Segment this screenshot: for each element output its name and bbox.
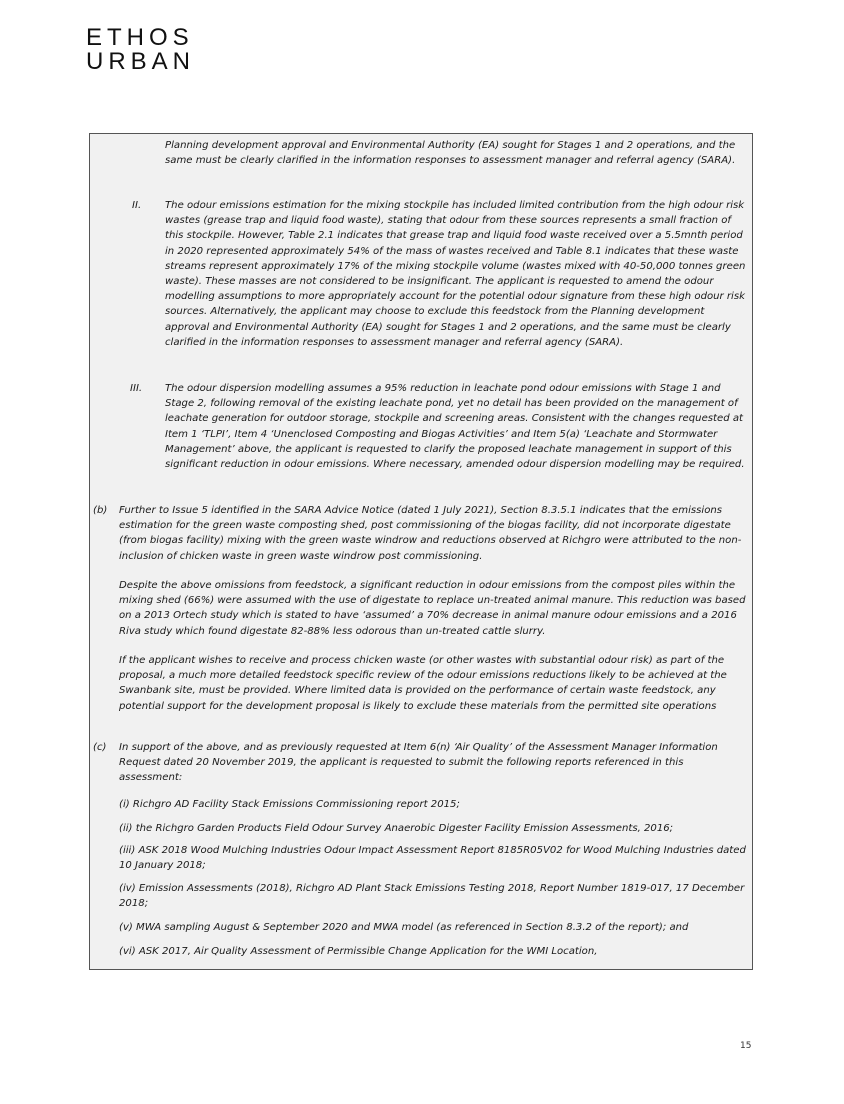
report-item: (i) Richgro AD Facility Stack Emissions Commissioning report 2015; xyxy=(119,799,460,810)
item-c-marker: (c) xyxy=(93,742,107,753)
item-ii-text: The odour emissions estimation for the mixing stockpile has included limited contribution from the high odour risk wastes (grease trap and liquid food waste), stating that odour from these sources represents a small fraction of this stockpile. However, Table 2.1 indicates that grease trap and liquid food waste received over a 5.5mnth period in 2020 represented approximately 54% of the mass of wastes received and Table 8.1 indicates that these waste streams represent approximately 17% of the mixing stockpile volume (wastes mixed with 40-50,000 tonnes green waste). These masses are not considered to be insignificant. The applicant is requested to amend the odour modelling assumptions to more appropriately account for the potential odour signature from these high odour risk sources. Alternatively, the applicant may choose to exclude this feedstock from the Planning development approval and Environmental Authority (EA) sought for Stages 1 and 2 operations, and the same must be clearly clarified in the information responses to assessment manager and referral agency (SARA). xyxy=(165,200,746,348)
item-ii-marker: II. xyxy=(132,200,142,211)
item-i-continuation: Planning development approval and Environmental Authority (EA) sought for Stages 1 and 2 operations, and the same must be clearly clarified in the information responses to assessment manager and referral agency (SARA). xyxy=(165,140,736,167)
item-iii-text: The odour dispersion modelling assumes a 95% reduction in leachate pond odour emissions with Stage 1 and Stage 2, following removal of the existing leachate pond, yet no detail has been provided on the management of leachate generation for outdoor storage, stockpile and screening areas. Consistent with the changes requested at Item 1 ‘TLPI’, Item 4 ‘Unenclosed Composting and Biogas Activities’ and Item 5(a) ‘Leachate and Stormwater Management’ above, the applicant is requested to clarify the proposed leachate management in support of this significant reduction in odour emissions. Where necessary, amended odour dispersion modelling may be required. xyxy=(165,383,745,471)
company-logo xyxy=(86,26,195,74)
item-b-paragraph-2: Despite the above omissions from feedstock, a significant reduction in odour emissions from the compost piles within the mixing shed (66%) were assumed with the use of digestate to replace un-treated animal manure. This reduction was based on a 2013 Ortech study which is stated to have ‘assumed’ a 70% decrease in animal manure odour emissions and a 2016 Riva study which found digestate 82-88% less odorous than un-treated cattle slurry. xyxy=(119,580,746,637)
item-c-text: In support of the above, and as previously requested at Item 6(n) ‘Air Quality’ of the Assessment Manager Information Request dated 20 November 2019, the applicant is requested to submit the following reports referenced in this assessment: xyxy=(119,742,718,784)
logo-line-1: ETHOS xyxy=(86,24,194,51)
report-item: (iv) Emission Assessments (2018), Richgro AD Plant Stack Emissions Testing 2018, Report Number 1819-017, 17 December 2018; xyxy=(119,883,745,910)
report-item: (ii) the Richgro Garden Products Field Odour Survey Anaerobic Digester Facility Emission Assessments, 2016; xyxy=(119,823,674,834)
report-item: (v) MWA sampling August & September 2020 and MWA model (as referenced in Section 8.3.2 of the report); and xyxy=(119,922,689,933)
item-iii-marker: III. xyxy=(130,383,143,394)
page-number: 15 xyxy=(740,1041,752,1051)
item-b-paragraph-3: If the applicant wishes to receive and process chicken waste (or other wastes with substantial odour risk) as part of the proposal, a much more detailed feedstock specific review of the odour emissions reductions likely to be achieved at the Swanbank site, must be provided. Where limited data is provided on the performance of certain waste feedstock, any potential support for the development proposal is likely to exclude these materials from the permitted site operations xyxy=(119,655,727,712)
report-item: (iii) ASK 2018 Wood Mulching Industries Odour Impact Assessment Report 8185R05V02 for Wood Mulching Industries dated 10 January 2018; xyxy=(119,845,746,872)
logo-line-2: URBAN xyxy=(86,48,196,75)
report-item: (vi) ASK 2017, Air Quality Assessment of Permissible Change Application for the WMI Location, xyxy=(119,946,598,957)
item-b-marker: (b) xyxy=(93,505,108,516)
item-b-paragraph-1: Further to Issue 5 identified in the SARA Advice Notice (dated 1 July 2021), Section 8.3.5.1 indicates that the emissions estimation for the green waste composting shed, post commissioning of the biogas facility, did not incorporate digestate (from biogas facility) mixing with the green waste windrow and reductions observed at Richgro were attributed to the non-inclusion of chicken waste in green waste windrow post commissioning. xyxy=(119,505,742,562)
